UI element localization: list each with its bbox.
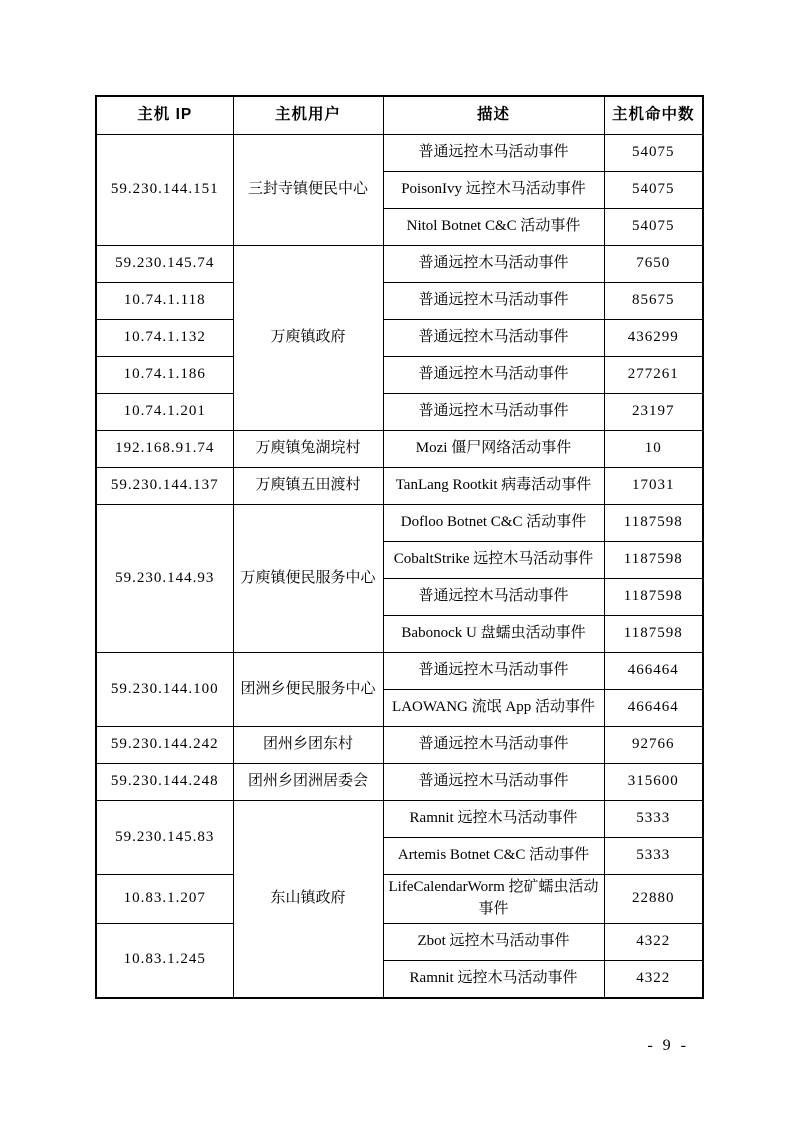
table-row bbox=[96, 394, 703, 431]
hit-count-cell: 277261 bbox=[604, 357, 703, 394]
event-description-cell: 普通远控木马活动事件 bbox=[383, 246, 604, 283]
column-header-2: 描述 bbox=[383, 96, 604, 135]
hit-count-cell: 54075 bbox=[604, 209, 703, 246]
host-ip-cell: 59.230.144.93 bbox=[96, 505, 233, 653]
table-row bbox=[96, 468, 703, 505]
hit-count-cell: 436299 bbox=[604, 320, 703, 357]
hit-count-cell: 85675 bbox=[604, 283, 703, 320]
host-user-cell: 团州乡团东村 bbox=[233, 727, 383, 764]
event-description-cell: TanLang Rootkit 病毒活动事件 bbox=[383, 468, 604, 505]
host-ip-cell: 10.74.1.186 bbox=[96, 357, 233, 394]
hit-count-cell: 5333 bbox=[604, 838, 703, 875]
hit-count-cell: 5333 bbox=[604, 801, 703, 838]
host-user-cell: 三封寺镇便民中心 bbox=[233, 135, 383, 246]
host-ip-cell: 59.230.144.242 bbox=[96, 727, 233, 764]
event-description-cell: Artemis Botnet C&C 活动事件 bbox=[383, 838, 604, 875]
page-number: - 9 - bbox=[647, 1037, 689, 1054]
hit-count-cell: 1187598 bbox=[604, 542, 703, 579]
hit-count-cell: 92766 bbox=[604, 727, 703, 764]
hit-count-cell: 22880 bbox=[604, 875, 703, 924]
hit-count-cell: 7650 bbox=[604, 246, 703, 283]
host-ip-cell: 59.230.144.248 bbox=[96, 764, 233, 801]
host-ip-cell: 59.230.145.74 bbox=[96, 246, 233, 283]
host-ip-cell: 10.74.1.118 bbox=[96, 283, 233, 320]
host-user-cell: 万庾镇兔湖垸村 bbox=[233, 431, 383, 468]
host-ip-cell: 59.230.144.100 bbox=[96, 653, 233, 727]
table-row bbox=[96, 357, 703, 394]
table-row bbox=[96, 283, 703, 320]
event-description-cell: Ramnit 远控木马活动事件 bbox=[383, 960, 604, 998]
host-user-cell: 东山镇政府 bbox=[233, 801, 383, 998]
hit-count-cell: 23197 bbox=[604, 394, 703, 431]
table-row bbox=[96, 875, 703, 924]
table-row bbox=[96, 653, 703, 690]
hit-count-cell: 17031 bbox=[604, 468, 703, 505]
hit-count-cell: 466464 bbox=[604, 690, 703, 727]
table-row bbox=[96, 431, 703, 468]
event-description-cell: 普通远控木马活动事件 bbox=[383, 320, 604, 357]
event-description-cell: LAOWANG 流氓 App 活动事件 bbox=[383, 690, 604, 727]
hit-count-cell: 315600 bbox=[604, 764, 703, 801]
table-row bbox=[96, 727, 703, 764]
hit-count-cell: 10 bbox=[604, 431, 703, 468]
hit-count-cell: 1187598 bbox=[604, 579, 703, 616]
table-row bbox=[96, 923, 703, 960]
table-row bbox=[96, 764, 703, 801]
event-description-cell: 普通远控木马活动事件 bbox=[383, 135, 604, 172]
host-ip-cell: 59.230.145.83 bbox=[96, 801, 233, 875]
table-header-row bbox=[96, 96, 703, 135]
table-row bbox=[96, 135, 703, 172]
event-description-cell: CobaltStrike 远控木马活动事件 bbox=[383, 542, 604, 579]
event-description-cell: 普通远控木马活动事件 bbox=[383, 764, 604, 801]
host-ip-cell: 59.230.144.151 bbox=[96, 135, 233, 246]
host-ip-cell: 10.74.1.132 bbox=[96, 320, 233, 357]
event-description-cell: 普通远控木马活动事件 bbox=[383, 357, 604, 394]
event-description-cell: Babonock U 盘蠕虫活动事件 bbox=[383, 616, 604, 653]
hit-count-cell: 54075 bbox=[604, 172, 703, 209]
hit-count-cell: 4322 bbox=[604, 960, 703, 998]
table-row bbox=[96, 505, 703, 542]
host-ip-cell: 10.83.1.207 bbox=[96, 875, 233, 924]
table-row bbox=[96, 320, 703, 357]
event-description-cell: Dofloo Botnet C&C 活动事件 bbox=[383, 505, 604, 542]
host-user-cell: 团洲乡便民服务中心 bbox=[233, 653, 383, 727]
host-ip-cell: 59.230.144.137 bbox=[96, 468, 233, 505]
host-ip-cell: 10.74.1.201 bbox=[96, 394, 233, 431]
host-ip-cell: 192.168.91.74 bbox=[96, 431, 233, 468]
hit-count-cell: 4322 bbox=[604, 923, 703, 960]
host-user-cell: 团州乡团洲居委会 bbox=[233, 764, 383, 801]
hit-count-cell: 1187598 bbox=[604, 505, 703, 542]
event-description-cell: 普通远控木马活动事件 bbox=[383, 579, 604, 616]
column-header-3: 主机命中数 bbox=[604, 96, 703, 135]
column-header-1: 主机用户 bbox=[233, 96, 383, 135]
host-events-table bbox=[95, 95, 704, 999]
event-description-cell: Zbot 远控木马活动事件 bbox=[383, 923, 604, 960]
event-description-cell: LifeCalendarWorm 挖矿蠕虫活动事件 bbox=[383, 875, 604, 924]
event-description-cell: PoisonIvy 远控木马活动事件 bbox=[383, 172, 604, 209]
column-header-0: 主机 IP bbox=[96, 96, 233, 135]
event-description-cell: 普通远控木马活动事件 bbox=[383, 394, 604, 431]
event-description-cell: 普通远控木马活动事件 bbox=[383, 727, 604, 764]
event-description-cell: Ramnit 远控木马活动事件 bbox=[383, 801, 604, 838]
hit-count-cell: 466464 bbox=[604, 653, 703, 690]
table-row bbox=[96, 246, 703, 283]
host-ip-cell: 10.83.1.245 bbox=[96, 923, 233, 998]
host-user-cell: 万庾镇五田渡村 bbox=[233, 468, 383, 505]
host-user-cell: 万庾镇便民服务中心 bbox=[233, 505, 383, 653]
event-description-cell: 普通远控木马活动事件 bbox=[383, 283, 604, 320]
hit-count-cell: 1187598 bbox=[604, 616, 703, 653]
event-description-cell: Nitol Botnet C&C 活动事件 bbox=[383, 209, 604, 246]
hit-count-cell: 54075 bbox=[604, 135, 703, 172]
event-description-cell: Mozi 僵尸网络活动事件 bbox=[383, 431, 604, 468]
host-user-cell: 万庾镇政府 bbox=[233, 246, 383, 431]
event-description-cell: 普通远控木马活动事件 bbox=[383, 653, 604, 690]
table-row bbox=[96, 801, 703, 838]
